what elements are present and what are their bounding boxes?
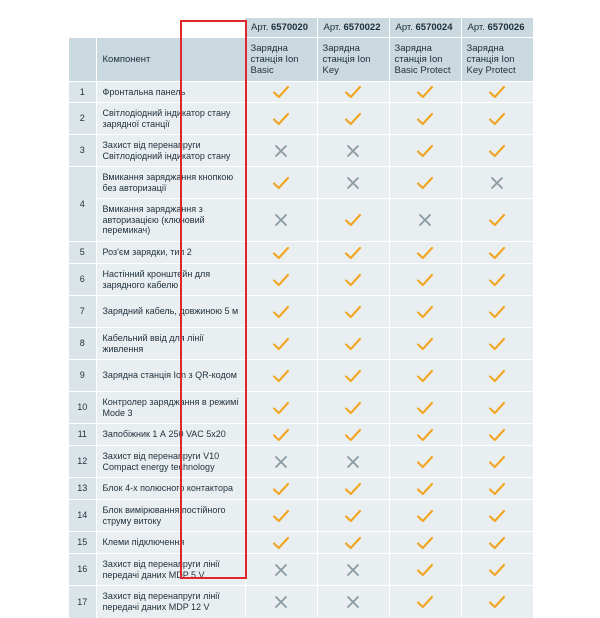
table-row — [69, 360, 533, 392]
availability-cell — [245, 242, 317, 264]
availability-cell — [461, 424, 533, 446]
row-number: 10 — [69, 392, 96, 424]
table-row — [69, 586, 533, 618]
row-number: 5 — [69, 242, 96, 264]
availability-cell — [389, 242, 461, 264]
availability-cell — [389, 478, 461, 500]
check-icon — [272, 337, 290, 351]
availability-cell — [389, 264, 461, 296]
article-number-cell — [245, 18, 317, 38]
availability-cell — [317, 500, 389, 532]
availability-cell — [317, 167, 389, 199]
check-icon — [488, 213, 506, 227]
availability-cell — [389, 360, 461, 392]
check-icon — [344, 273, 362, 287]
check-icon — [416, 85, 434, 99]
availability-cell — [389, 328, 461, 360]
row-number: 16 — [69, 554, 96, 586]
blank-cell — [69, 38, 96, 82]
availability-cell — [389, 135, 461, 167]
table-row — [69, 242, 533, 264]
article-number-row — [69, 18, 533, 38]
availability-cell — [389, 554, 461, 586]
table-row — [69, 199, 533, 242]
availability-cell — [461, 296, 533, 328]
availability-cell — [245, 500, 317, 532]
check-icon — [272, 401, 290, 415]
article-number: 6570026 — [487, 22, 525, 33]
component-name: Запобіжник 1 А 250 VAC 5x20 — [96, 424, 245, 446]
table-row — [69, 82, 533, 103]
availability-cell — [245, 478, 317, 500]
product-name-header: Зарядна станція Ion Basic Protect — [389, 38, 461, 82]
cross-icon — [272, 563, 290, 577]
availability-cell — [461, 554, 533, 586]
blank-cell — [96, 18, 245, 38]
article-number-cell — [317, 18, 389, 38]
row-number: 15 — [69, 532, 96, 554]
check-icon — [344, 305, 362, 319]
check-icon — [416, 144, 434, 158]
check-icon — [272, 246, 290, 260]
component-name: Зарядна станція Ion з QR-кодом — [96, 360, 245, 392]
availability-cell — [245, 264, 317, 296]
availability-cell — [317, 199, 389, 242]
article-number-cell — [389, 18, 461, 38]
availability-cell — [245, 103, 317, 135]
component-name: Блок 4-х полюсного контактора — [96, 478, 245, 500]
table-row — [69, 167, 533, 199]
availability-cell — [461, 392, 533, 424]
table-row — [69, 328, 533, 360]
check-icon — [416, 176, 434, 190]
availability-cell — [317, 586, 389, 618]
cross-icon — [488, 176, 506, 190]
product-name-header: Зарядна станція Ion Basic — [245, 38, 317, 82]
check-icon — [416, 273, 434, 287]
article-number: 6570024 — [415, 22, 453, 33]
availability-cell — [317, 264, 389, 296]
table-row — [69, 264, 533, 296]
cross-icon — [272, 213, 290, 227]
availability-cell — [389, 446, 461, 478]
comparison-table-wrapper — [69, 18, 533, 618]
availability-cell — [461, 586, 533, 618]
check-icon — [488, 595, 506, 609]
check-icon — [416, 563, 434, 577]
availability-cell — [461, 82, 533, 103]
check-icon — [344, 509, 362, 523]
article-prefix: Арт. — [467, 22, 485, 33]
availability-cell — [461, 360, 533, 392]
row-number: 4 — [69, 167, 96, 242]
availability-cell — [245, 532, 317, 554]
availability-cell — [317, 242, 389, 264]
component-name: Захист від перенапруги лінії передачі даних MDP 5 V — [96, 554, 245, 586]
cross-icon — [344, 176, 362, 190]
check-icon — [344, 428, 362, 442]
component-name: Контролер заряджання в режимі Mode 3 — [96, 392, 245, 424]
availability-cell — [461, 103, 533, 135]
article-prefix: Арт. — [395, 22, 413, 33]
table-row — [69, 478, 533, 500]
availability-cell — [245, 586, 317, 618]
availability-cell — [245, 554, 317, 586]
component-name: Зарядний кабель, довжиною 5 м — [96, 296, 245, 328]
check-icon — [416, 428, 434, 442]
check-icon — [344, 536, 362, 550]
check-icon — [272, 428, 290, 442]
blank-cell — [69, 18, 96, 38]
check-icon — [488, 401, 506, 415]
row-number: 3 — [69, 135, 96, 167]
component-name: Захист від перенапруги V10 Compact energy technology — [96, 446, 245, 478]
availability-cell — [245, 424, 317, 446]
check-icon — [416, 305, 434, 319]
availability-cell — [317, 360, 389, 392]
availability-cell — [245, 135, 317, 167]
check-icon — [488, 428, 506, 442]
component-name: Роз'єм зарядки, тип 2 — [96, 242, 245, 264]
check-icon — [344, 246, 362, 260]
table-row — [69, 424, 533, 446]
check-icon — [344, 369, 362, 383]
check-icon — [416, 401, 434, 415]
component-name: Світлодіодний індикатор стану зарядної станції — [96, 103, 245, 135]
cross-icon — [344, 455, 362, 469]
table-row — [69, 500, 533, 532]
check-icon — [416, 482, 434, 496]
availability-cell — [461, 264, 533, 296]
availability-cell — [245, 167, 317, 199]
cross-icon — [416, 213, 434, 227]
comparison-table — [69, 18, 534, 618]
availability-cell — [245, 392, 317, 424]
check-icon — [488, 536, 506, 550]
availability-cell — [317, 328, 389, 360]
check-icon — [488, 509, 506, 523]
check-icon — [488, 144, 506, 158]
availability-cell — [389, 532, 461, 554]
article-number-cell — [461, 18, 533, 38]
availability-cell — [461, 478, 533, 500]
check-icon — [344, 112, 362, 126]
check-icon — [488, 337, 506, 351]
row-number: 11 — [69, 424, 96, 446]
check-icon — [344, 85, 362, 99]
component-name: Захист від перенапруги Світлодіодний індикатор стану — [96, 135, 245, 167]
table-row — [69, 532, 533, 554]
availability-cell — [245, 360, 317, 392]
availability-cell — [317, 103, 389, 135]
check-icon — [272, 85, 290, 99]
check-icon — [416, 536, 434, 550]
check-icon — [416, 246, 434, 260]
row-number: 9 — [69, 360, 96, 392]
availability-cell — [461, 500, 533, 532]
table-row — [69, 135, 533, 167]
availability-cell — [245, 446, 317, 478]
component-name: Кабельний ввід для лінії живлення — [96, 328, 245, 360]
component-header: Компонент — [96, 38, 245, 82]
check-icon — [416, 509, 434, 523]
availability-cell — [317, 135, 389, 167]
availability-cell — [245, 199, 317, 242]
row-number: 12 — [69, 446, 96, 478]
row-number: 14 — [69, 500, 96, 532]
cross-icon — [344, 144, 362, 158]
availability-cell — [461, 328, 533, 360]
header-row — [69, 38, 533, 82]
table-body — [69, 18, 533, 618]
check-icon — [416, 455, 434, 469]
check-icon — [344, 401, 362, 415]
check-icon — [344, 482, 362, 496]
check-icon — [272, 509, 290, 523]
check-icon — [344, 213, 362, 227]
table-row — [69, 392, 533, 424]
check-icon — [272, 112, 290, 126]
availability-cell — [461, 135, 533, 167]
availability-cell — [317, 532, 389, 554]
row-number: 2 — [69, 103, 96, 135]
availability-cell — [245, 82, 317, 103]
availability-cell — [389, 296, 461, 328]
row-number: 7 — [69, 296, 96, 328]
check-icon — [488, 563, 506, 577]
check-icon — [416, 112, 434, 126]
check-icon — [488, 305, 506, 319]
availability-cell — [461, 199, 533, 242]
check-icon — [488, 369, 506, 383]
table-row — [69, 296, 533, 328]
availability-cell — [317, 392, 389, 424]
availability-cell — [389, 586, 461, 618]
row-number: 1 — [69, 82, 96, 103]
availability-cell — [389, 199, 461, 242]
article-prefix: Арт. — [323, 22, 341, 33]
article-number: 6570020 — [271, 22, 308, 33]
availability-cell — [317, 82, 389, 103]
check-icon — [488, 482, 506, 496]
article-prefix: Арт. — [251, 22, 269, 33]
product-name-header: Зарядна станція Ion Key — [317, 38, 389, 82]
availability-cell — [389, 167, 461, 199]
availability-cell — [389, 103, 461, 135]
component-name: Вмикання заряджання з авторизацією (ключовий перемикач) — [96, 199, 245, 242]
check-icon — [272, 273, 290, 287]
cross-icon — [272, 595, 290, 609]
availability-cell — [317, 446, 389, 478]
check-icon — [488, 112, 506, 126]
row-number: 13 — [69, 478, 96, 500]
availability-cell — [317, 554, 389, 586]
check-icon — [416, 337, 434, 351]
availability-cell — [317, 296, 389, 328]
cross-icon — [344, 563, 362, 577]
availability-cell — [245, 296, 317, 328]
availability-cell — [389, 500, 461, 532]
check-icon — [488, 85, 506, 99]
row-number: 8 — [69, 328, 96, 360]
availability-cell — [461, 532, 533, 554]
check-icon — [488, 273, 506, 287]
cross-icon — [272, 455, 290, 469]
table-row — [69, 103, 533, 135]
check-icon — [488, 455, 506, 469]
cross-icon — [272, 144, 290, 158]
availability-cell — [461, 242, 533, 264]
row-number: 6 — [69, 264, 96, 296]
component-name: Настінний кронштейн для зарядного кабелю — [96, 264, 245, 296]
availability-cell — [461, 167, 533, 199]
table-row — [69, 554, 533, 586]
article-number: 6570022 — [343, 22, 381, 33]
cross-icon — [344, 595, 362, 609]
check-icon — [416, 595, 434, 609]
availability-cell — [461, 446, 533, 478]
check-icon — [488, 246, 506, 260]
component-name: Захист від перенапруги лінії передачі даних MDP 12 V — [96, 586, 245, 618]
check-icon — [272, 369, 290, 383]
check-icon — [344, 337, 362, 351]
component-name: Блок вимірювання постійного струму витоку — [96, 500, 245, 532]
availability-cell — [245, 328, 317, 360]
check-icon — [272, 482, 290, 496]
check-icon — [272, 176, 290, 190]
check-icon — [272, 536, 290, 550]
component-name: Клеми підключення — [96, 532, 245, 554]
availability-cell — [317, 424, 389, 446]
availability-cell — [389, 82, 461, 103]
availability-cell — [317, 478, 389, 500]
availability-cell — [389, 392, 461, 424]
component-name: Фронтальна панель — [96, 82, 245, 103]
component-name: Вмикання заряджання кнопкою без авторизації — [96, 167, 245, 199]
availability-cell — [389, 424, 461, 446]
table-row — [69, 446, 533, 478]
row-number: 17 — [69, 586, 96, 618]
product-name-header: Зарядна станція Ion Key Protect — [461, 38, 533, 82]
check-icon — [416, 369, 434, 383]
check-icon — [272, 305, 290, 319]
